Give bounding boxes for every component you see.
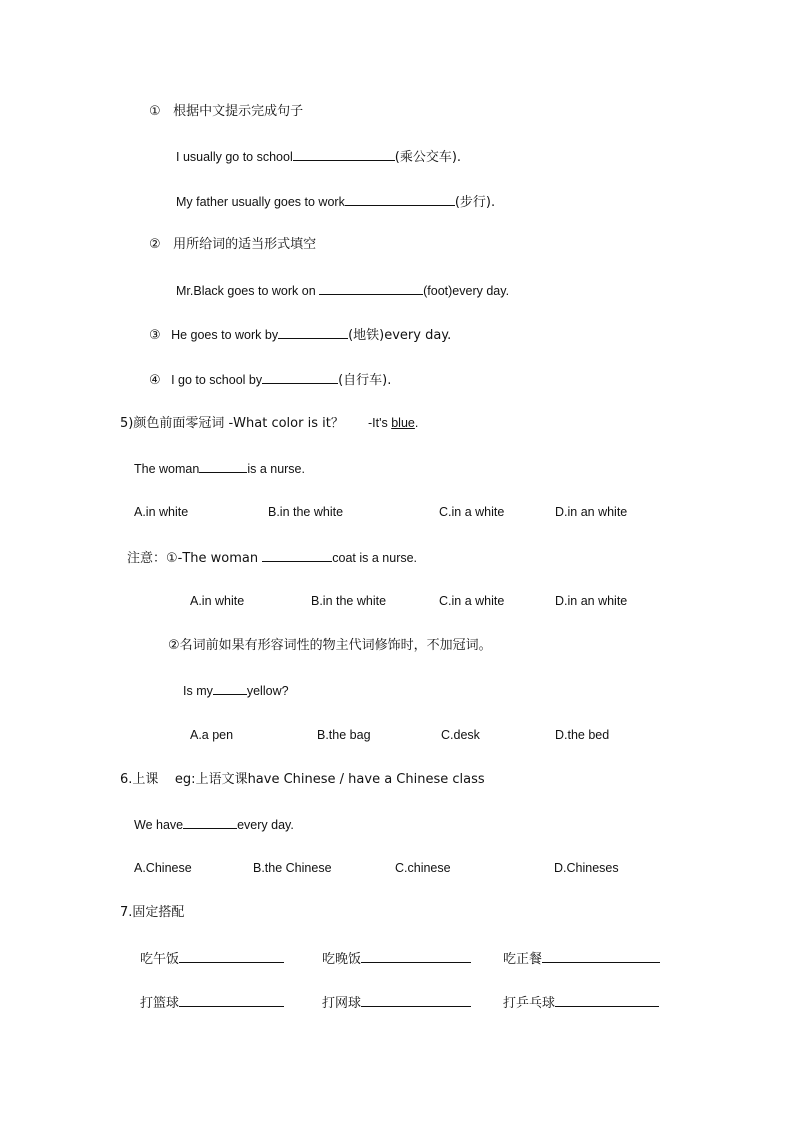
option-c[interactable]: C.in a white (439, 594, 505, 608)
option-b[interactable]: B.the Chinese (253, 861, 332, 875)
section-6-heading: 6.上课 eg:上语文课have Chinese / have a Chinese class (120, 772, 485, 787)
option-a[interactable]: A.in white (134, 505, 189, 519)
section-5-heading: 5)颜色前面零冠词 -What color is it？ (120, 416, 344, 431)
option-a[interactable]: A.a pen (190, 728, 234, 742)
option-d[interactable]: D.Chineses (554, 861, 619, 875)
note-line: 注意：①-The woman coat is a nurse. (127, 551, 418, 566)
question-line: I usually go to school (乘公交车). (176, 150, 462, 165)
question-line: The woman is a nurse. (134, 462, 305, 476)
circled-number: ③ (149, 328, 161, 343)
answer-blank[interactable] (262, 371, 338, 384)
answer-blank[interactable] (179, 950, 284, 963)
answer-blank[interactable] (361, 994, 471, 1007)
option-c[interactable]: C.desk (441, 728, 480, 742)
option-d[interactable]: D.in an white (555, 505, 628, 519)
answer-blank[interactable] (183, 816, 237, 829)
phrase-item: 吃午饭 (140, 950, 284, 968)
option-b[interactable]: B.the bag (317, 728, 371, 742)
section-title: 根据中文提示完成句子 (173, 104, 304, 119)
option-c[interactable]: C.in a white (439, 505, 505, 519)
section-title: 用所给词的适当形式填空 (173, 237, 317, 252)
section-3-line: ③ He goes to work by (地铁)every day. (149, 328, 452, 343)
note-label: 注意： (127, 551, 167, 566)
option-c[interactable]: C.chinese (395, 861, 451, 875)
answer-blank[interactable] (179, 994, 284, 1007)
section-2-heading (149, 237, 316, 253)
answer-blank[interactable] (278, 326, 348, 339)
phrase-item: 打篮球 (140, 994, 284, 1012)
answer-blank[interactable] (345, 193, 455, 206)
phrase-item: 吃晚饭 (322, 950, 471, 968)
option-b[interactable]: B.in the white (268, 505, 344, 519)
answer-blank[interactable] (555, 994, 659, 1007)
option-d[interactable]: D.in an white (555, 594, 628, 608)
answer-blank[interactable] (542, 950, 660, 963)
section-1-heading (149, 104, 303, 120)
circled-number: ① (149, 104, 161, 119)
option-d[interactable]: D.the bed (555, 728, 610, 742)
circled-number: ④ (149, 373, 161, 388)
note-2: ②名词前如果有形容词性的物主代词修饰时，不加冠词。 (168, 638, 492, 653)
phrase-item: 打网球 (322, 994, 471, 1012)
phrase-item: 吃正餐 (503, 950, 660, 968)
option-b[interactable]: B.in the white (311, 594, 387, 608)
question-line: Is my yellow? (183, 684, 289, 698)
section-4-line: ④ I go to school by (自行车). (149, 373, 392, 388)
answer-blank[interactable] (319, 282, 423, 295)
answer-blank[interactable] (262, 549, 332, 562)
option-a[interactable]: A.Chinese (134, 861, 192, 875)
answer-blank[interactable] (199, 460, 247, 473)
section-7-heading: 7.固定搭配 (120, 905, 185, 920)
answer-blank[interactable] (293, 148, 395, 161)
answer-blank[interactable] (361, 950, 471, 963)
circled-number: ② (149, 237, 161, 252)
section-5-answer: -It's blue. (368, 416, 419, 430)
phrase-item: 打乒乓球 (503, 994, 659, 1012)
option-a[interactable]: A.in white (190, 594, 245, 608)
question-line: We have every day. (134, 818, 294, 832)
question-line: Mr.Black goes to work on (foot)every day. (176, 284, 510, 298)
answer-blank[interactable] (213, 682, 247, 695)
question-line: My father usually goes to work (步行). (176, 195, 496, 210)
